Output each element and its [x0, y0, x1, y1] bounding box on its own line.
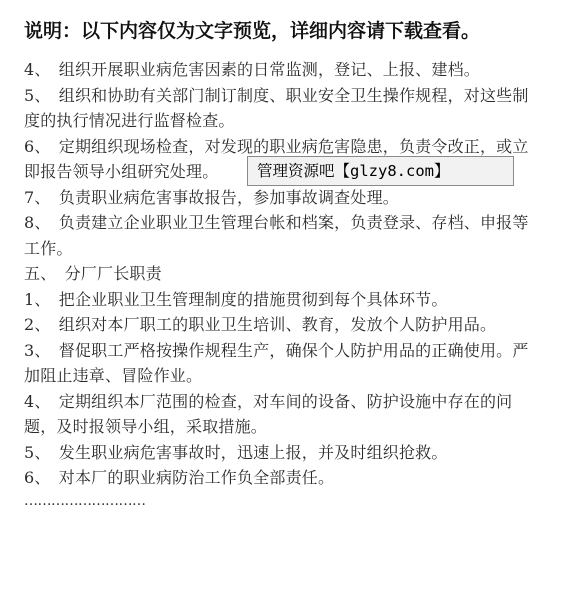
paragraph-duty-7: 7、 负责职业病危害事故报告，参加事故调查处理。 [24, 187, 399, 207]
document-body [24, 57, 534, 509]
site-watermark-badge: 管理资源吧【glzy8.com】 [247, 156, 514, 186]
paragraph-director-duty-3: 3、 督促职工严格按操作规程生产，确保个人防护用品的正确使用。严加阻止违章、冒险作业。 [24, 340, 529, 385]
paragraph-director-duty-6: 6、 对本厂的职业病防治工作负全部责任。 [24, 468, 335, 487]
paragraph-director-duty-1: 1、 把企业职业卫生管理制度的措施贯彻到每个具体环节。 [24, 289, 448, 309]
preview-notice: 说明：以下内容仅为文字预览，详细内容请下载查看。 [24, 20, 481, 42]
section-heading-factory-director: 五、 分厂厂长职责 [24, 264, 162, 283]
paragraph-duty-4: 4、 组织开展职业病危害因素的日常监测，登记、上报、建档。 [24, 60, 480, 79]
continuation-ellipsis: ……………………… [24, 492, 146, 509]
paragraph-duty-8: 8、 负责建立企业职业卫生管理台帐和档案，负责登录、存档、申报等工作。 [24, 213, 529, 258]
paragraph-director-duty-4: 4、 定期组织本厂范围的检查，对车间的设备、防护设施中存在的问题，及时报领导小组，采取措施。 [24, 391, 513, 436]
paragraph-duty-6: 6、 定期组织现场检查，对发现的职业病危害隐患，负责令改正，或立即报告领导小组研究处理。 [24, 136, 529, 181]
paragraph-director-duty-2: 2、 组织对本厂职工的职业卫生培训、教育，发放个人防护用品。 [24, 315, 497, 334]
paragraph-duty-5: 5、 组织和协助有关部门制订制度、职业安全卫生操作规程，对这些制度的执行情况进行监督检查。 [24, 85, 529, 130]
paragraph-director-duty-5: 5、 发生职业病危害事故时，迅速上报，并及时组织抢救。 [24, 442, 448, 462]
